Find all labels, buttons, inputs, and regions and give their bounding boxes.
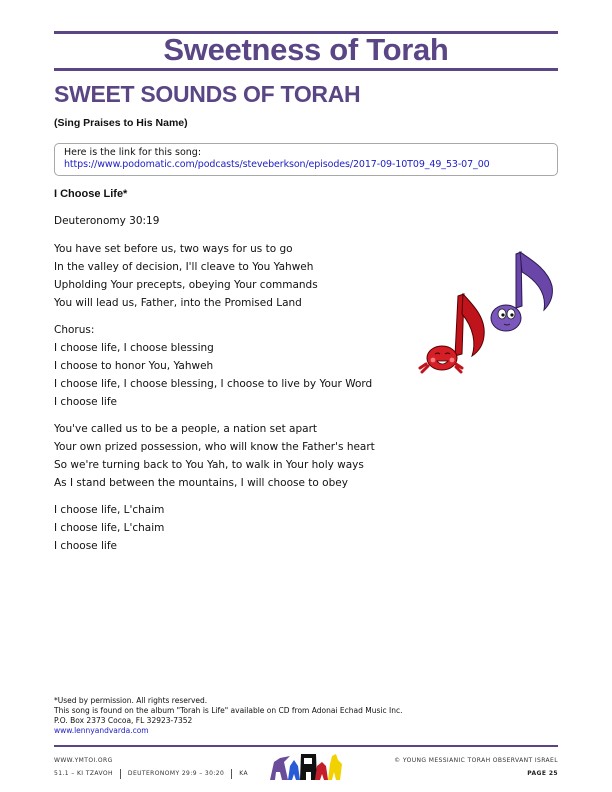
section-heading: SWEET SOUNDS OF TORAH: [54, 81, 361, 107]
lyric-line: I choose life, I choose blessing: [54, 342, 214, 354]
music-notes-icon: [408, 246, 568, 376]
footer-portion: 51.1 – KI TZAVOH: [54, 770, 113, 777]
song-link-box: [54, 143, 558, 176]
lyric-line: Upholding Your precepts, obeying Your commands: [54, 279, 318, 291]
footer-level: KA: [239, 770, 248, 777]
lyric-line: As I stand between the mountains, I will choose to obey: [54, 477, 348, 489]
chorus-label: Chorus:: [54, 324, 95, 336]
lyric-line: I choose life: [54, 540, 117, 552]
lyric-line: I choose life, L'chaim: [54, 522, 165, 534]
verse-1: [54, 240, 318, 312]
lyric-line: In the valley of decision, I'll cleave to You Yahweh: [54, 261, 314, 273]
lyric-line: I choose life: [54, 396, 117, 408]
footnote-permission: *Used by permission. All rights reserved.: [54, 696, 208, 705]
lyric-line: I choose to honor You, Yahweh: [54, 360, 214, 372]
footnote-website-link[interactable]: www.lennyandvarda.com: [54, 726, 149, 735]
footer-meta: [54, 767, 248, 780]
footer-left: [54, 754, 248, 780]
page-number: PAGE 25: [527, 770, 558, 777]
footnote-album: This song is found on the album "Torah is Life" available on CD from Adonai Echad Music Inc.: [54, 706, 403, 715]
verse-2: [54, 420, 375, 492]
outro: [54, 501, 164, 555]
lyric-line: You will lead us, Father, into the Promised Land: [54, 297, 302, 309]
section-subtitle: (Sing Praises to His Name): [54, 117, 188, 129]
lyric-line: I choose life, L'chaim: [54, 504, 165, 516]
song-title: I Choose Life*: [54, 188, 128, 200]
link-intro-text: Here is the link for this song:: [64, 147, 202, 158]
chorus: [54, 321, 372, 411]
footer-rule: [54, 745, 558, 747]
footer-reference: DEUTERONOMY 29:9 – 30:20: [127, 770, 225, 777]
lyric-line: You have set before us, two ways for us to go: [54, 243, 293, 255]
lyric-line: I choose life, I choose blessing, I choose to live by Your Word: [54, 378, 373, 390]
footer-separator: [231, 769, 232, 779]
footer-copyright: © YOUNG MESSIANIC TORAH OBSERVANT ISRAEL: [394, 757, 558, 764]
footer-right: [394, 754, 558, 780]
song-link[interactable]: https://www.podomatic.com/podcasts/steveberkson/episodes/2017-09-10T09_49_53-07_00: [64, 159, 490, 170]
footnote-address: P.O. Box 2373 Cocoa, FL 32923-7352: [54, 716, 193, 725]
footer-site: WWW.YMTOI.ORG: [54, 757, 113, 764]
ymtoi-logo-icon: [268, 750, 348, 782]
lyric-line: So we're turning back to You Yah, to walk in Your holy ways: [54, 459, 364, 471]
red-note-icon: [420, 294, 484, 372]
lyric-line: You've called us to be a people, a nation set apart: [54, 423, 318, 435]
footnote: [54, 696, 402, 736]
lyric-line: Your own prized possession, who will know the Father's heart: [54, 441, 375, 453]
footer-separator: [120, 769, 121, 779]
purple-note-icon: [491, 252, 552, 331]
header-bottom-rule: [54, 68, 558, 71]
scripture-reference: Deuteronomy 30:19: [54, 215, 160, 227]
page-title: Sweetness of Torah: [163, 32, 449, 67]
